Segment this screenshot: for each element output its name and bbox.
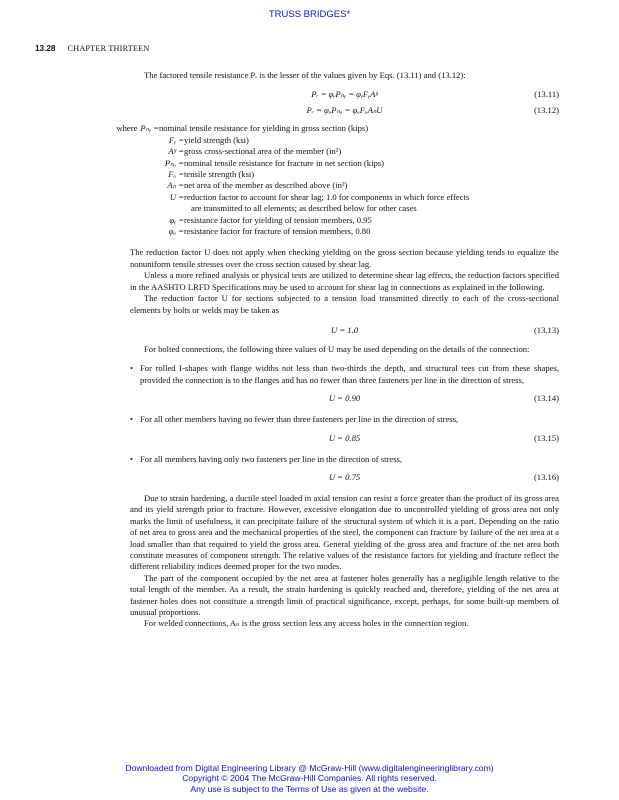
definition-text: net area of the member as described above (in²) — [184, 180, 348, 191]
bullet-icon: • — [130, 414, 134, 425]
where-label — [105, 123, 159, 134]
definition-text: gross cross-sectional area of the member (in²) — [184, 146, 342, 157]
equation-13-16 — [130, 471, 559, 483]
equation-expression: U = 0.90 — [328, 393, 361, 404]
equation-13-13 — [130, 324, 559, 336]
page-number: 13.28 — [35, 44, 56, 53]
definition-text: nominal tensile resistance for fracture in net section (kips) — [184, 157, 384, 168]
footer-terms-link[interactable]: Any use is subject to the Terms of Use as given at the website. — [190, 783, 429, 794]
equation-expression: Pᵣ = φᵤPₙᵤ = φᵤFᵤAₙU — [306, 105, 383, 116]
definition-text: nominal tensile resistance for yielding in gross section (kips) — [159, 123, 369, 134]
chapter-heading: CHAPTER THIRTEEN — [67, 44, 150, 53]
bullet-text: For all other members having no fewer than three fasteners per line in the direction of stress, — [140, 414, 459, 425]
paragraph: The reduction factor U does not apply when checking yielding on the gross section because yielding tends to equalize the nonuniform tensile stresses over the cross section caused by shear lag. — [130, 247, 559, 269]
bullet-item — [130, 454, 559, 465]
equation-number: (13.16) — [533, 471, 559, 482]
equation-13-15 — [130, 432, 559, 444]
definition-symbol: Pₙᵧ = — [140, 123, 159, 134]
footer-download-link[interactable]: Downloaded from Digital Engineering Library @ McGraw-Hill (www.digitalengineeringlibrary.com) — [125, 763, 494, 773]
equation-number: (13.14) — [533, 393, 559, 404]
download-footer — [0, 763, 619, 794]
definition-text: are transmitted to all elements; as described below for other cases — [191, 203, 417, 214]
definition-symbol: Fᵤ = — [168, 169, 184, 180]
equation-number: (13.12) — [533, 105, 559, 116]
bullet-item — [130, 363, 559, 386]
definition-symbol — [130, 203, 184, 214]
book-title-link[interactable]: TRUSS BRIDGES* — [268, 9, 351, 20]
paragraph: Unless a more refined analysis or physical tests are utilized to determine shear lag effects, the reduction factors specified in the AASHTO LRFD Specifications may be used to account for shear lag in connections as explained in the following. — [130, 270, 559, 292]
page-body — [116, 70, 559, 630]
paragraph: The part of the component occupied by the net area at fastener holes generally has a negligible length relative to the total length of the member. As a result, the strain hardening is quickly reached and, therefore, yielding of the net area at fastener holes does not constitute a strength limit of practical significance, except, perhaps, for some built-up members of unusual proportions. — [130, 572, 559, 617]
bullet-icon: • — [130, 363, 134, 374]
equation-13-11 — [130, 88, 559, 100]
bullet-item — [130, 414, 559, 425]
equation-13-14 — [130, 392, 559, 404]
definition-text: resistance factor for yielding of tension members, 0.95 — [184, 214, 372, 225]
equation-expression: U = 0.85 — [328, 432, 361, 443]
equation-number: (13.11) — [534, 89, 559, 100]
definition-symbol: φᵧ = — [169, 214, 184, 225]
equation-expression: U = 1.0 — [330, 324, 359, 335]
definition-symbol: U = — [169, 191, 184, 202]
paragraph: For bolted connections, the following three values of U may be used depending on the details of the connection: — [144, 343, 530, 354]
symbol-definitions — [116, 123, 559, 237]
intro-paragraph: The factored tensile resistance Pᵣ is the lesser of the values given by Eqs. (13.11) and (13.12): — [144, 70, 466, 80]
definition-text: yield strength (ksi) — [184, 134, 249, 145]
bullet-icon: • — [130, 453, 134, 464]
definition-symbol: Aₙ = — [167, 180, 184, 191]
definition-text: reduction factor to account for shear lag; 1.0 for components in which force effects — [184, 191, 470, 202]
equation-expression: U = 0.75 — [328, 471, 361, 482]
definition-symbol: Fᵧ = — [168, 134, 184, 145]
bullet-text: For all members having only two fasteners per line in the direction of stress, — [140, 453, 403, 464]
paragraph: Due to strain hardening, a ductile steel loaded in axial tension can resist a force greater than the product of its gross area and its yield strength prior to fracture. However, excessive elongation due to uncontrolled yielding of gross area not only marks the limit of usefulness, it can precipitate failure of the structural system of which it is a part. Depending on the ratio of net area to gross area and the mechanical properties of the steel, the component can fracture by failure of the net area at a load smaller than that required to yield the gross area. General yielding of the gross area and fracture of the net area both constitute measures of component strength. The relative values of the resistance factors for yielding and fracture reflect the different reliability indices deemed proper for the two modes. — [130, 492, 559, 572]
paragraph: The reduction factor U for sections subjected to a tension load transmitted directly to each of the cross-sectional elements by bolts or welds may be taken as — [130, 293, 559, 315]
equation-number: (13.15) — [533, 432, 559, 443]
footer-copyright-link[interactable]: Copyright © 2004 The McGraw-Hill Companies. All rights reserved. — [182, 773, 437, 784]
definition-symbol: Aᵍ = — [168, 146, 184, 157]
paragraph: For welded connections, Aₙ is the gross section less any access holes in the connection region. — [144, 618, 469, 629]
definition-symbol: φᵤ = — [168, 226, 184, 237]
equation-number: (13.13) — [533, 324, 559, 335]
where-word: where — [116, 123, 138, 134]
bullet-text: For rolled I-shapes with flange widths not less than two-thirds the depth, and structural tees cut from these shapes, provided the connection is to the flanges and has no fewer than three fasteners per line in the direction of stress, — [140, 363, 559, 385]
definition-symbol: Pₙᵤ = — [164, 157, 184, 168]
definition-text: tensile strength (ksi) — [184, 169, 255, 180]
equation-13-12 — [130, 104, 559, 116]
equation-expression: Pᵣ = φᵧPₙᵧ = φᵧFᵧAᵍ — [311, 89, 378, 100]
running-header — [35, 44, 149, 53]
definition-text: resistance factor for fracture of tension members, 0.80 — [184, 226, 371, 237]
